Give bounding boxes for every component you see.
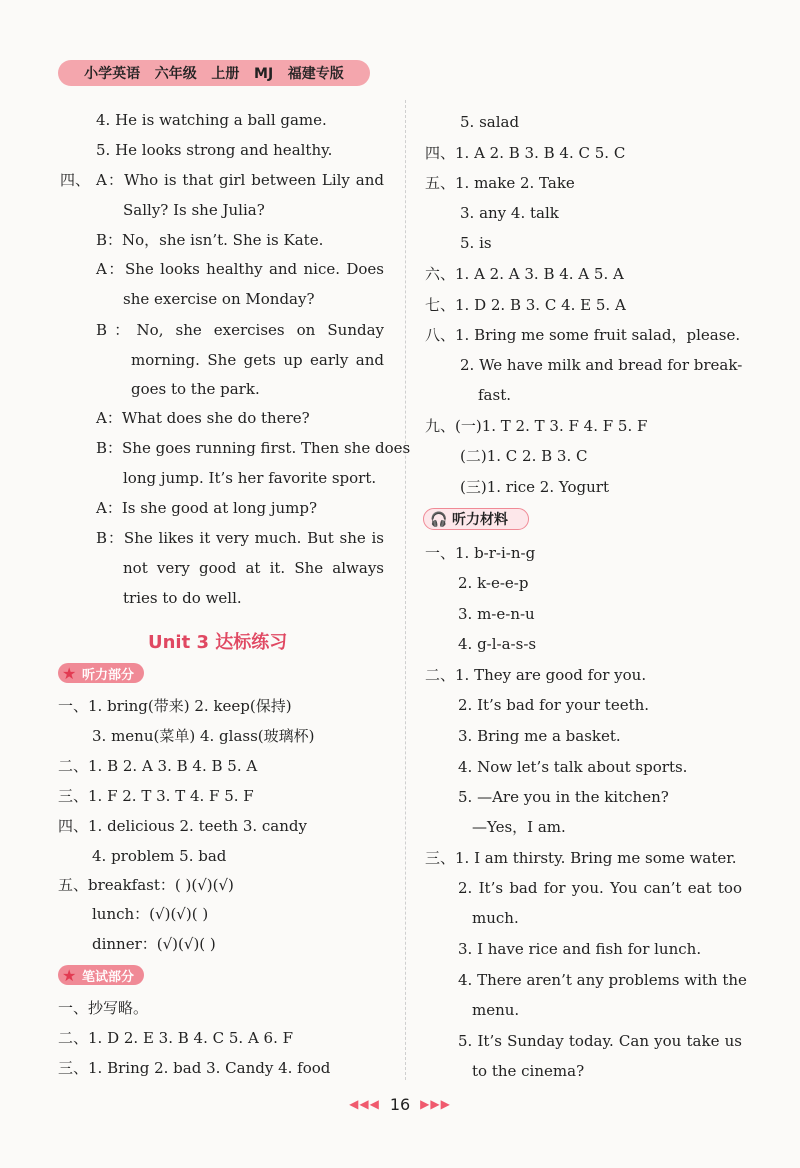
answer-line: 四、1. A 2. B 3. B 4. C 5. C [425, 144, 626, 162]
answer-line: lunch：(√)(√)( ) [92, 905, 209, 923]
dialogue-line: A：Is she good at long jump? [96, 499, 318, 517]
answer-line: dinner：(√)(√)( ) [92, 935, 216, 953]
dialogue-line: B：No, she exercises on Sunday [96, 321, 384, 339]
section-mark: 四、 [60, 171, 91, 189]
script-line: 3. m-e-n-u [458, 605, 535, 623]
script-line: 4. g-l-a-s-s [458, 635, 537, 653]
answer-line: 5. salad [460, 113, 520, 131]
answer-line: 2. We have milk and bread for break- [460, 356, 743, 374]
written-section-badge [58, 965, 144, 985]
script-line: 4. Now let’s talk about sports. [458, 758, 688, 776]
dialogue-line: B：She goes running first. Then she does [96, 439, 411, 457]
script-line: menu. [472, 1001, 520, 1019]
dialogue-line: tries to do well. [123, 589, 242, 607]
answer-line: 3. any 4. talk [460, 204, 559, 222]
answer-line: 三、1. Bring 2. bad 3. Candy 4. food [58, 1059, 331, 1077]
answer-line: 二、1. D 2. E 3. B 4. C 5. A 6. F [58, 1029, 294, 1047]
script-line: —Yes，I am. [472, 818, 566, 836]
answer-line: 一、1. bring(带来) 2. keep(保持) [58, 697, 292, 715]
script-line: 4. There aren’t any problems with the [458, 971, 747, 989]
dialogue-line: A：She looks healthy and nice. Does [96, 260, 384, 278]
dialogue-line: long jump. It’s her favorite sport. [123, 469, 377, 487]
dialogue-line: morning. She gets up early and [131, 351, 384, 369]
answer-line: 七、1. D 2. B 3. C 4. E 5. A [425, 296, 626, 314]
answer-line: (二)1. C 2. B 3. C [460, 447, 588, 465]
left-arrows-icon: ◀◀◀ [349, 1097, 380, 1111]
dialogue-line: not very good at it. She always [123, 559, 384, 577]
column-divider [405, 100, 406, 1080]
listening-section-badge [58, 663, 144, 683]
script-line: 2. It’s bad for you. You can’t eat too [458, 879, 742, 897]
dialogue-line: Sally? Is she Julia? [123, 201, 265, 219]
page-footer [0, 1092, 800, 1116]
answer-line: 3. menu(菜单) 4. glass(玻璃杯) [92, 727, 315, 745]
answer-line: 5. He looks strong and healthy. [96, 141, 333, 159]
answer-line: 八、1. Bring me some fruit salad，please. [425, 326, 741, 344]
answer-line: 4. He is watching a ball game. [96, 111, 327, 129]
headphones-icon: 🎧 [430, 512, 448, 528]
answer-line: fast. [478, 386, 511, 404]
answer-line: 五、breakfast：( )(√)(√) [58, 876, 234, 894]
header-title: 小学英语 六年级 上册 MJ 福建专版 [58, 60, 370, 86]
script-line: to the cinema? [472, 1062, 585, 1080]
badge-label: 听力部分 [82, 667, 135, 683]
answer-line: 四、1. delicious 2. teeth 3. candy [58, 817, 307, 835]
answer-line: 5. is [460, 234, 492, 252]
script-line: 三、1. I am thirsty. Bring me some water. [425, 849, 737, 867]
answer-line: 二、1. B 2. A 3. B 4. B 5. A [58, 757, 258, 775]
script-line: 3. I have rice and fish for lunch. [458, 940, 702, 958]
dialogue-line: she exercise on Monday? [123, 290, 315, 308]
dialogue-line: goes to the park. [131, 380, 260, 398]
star-icon: ★ [62, 966, 77, 985]
script-line: 5. —Are you in the kitchen? [458, 788, 669, 806]
script-line: 一、1. b-r-i-n-g [425, 544, 536, 562]
badge-label: 听力材料 [452, 512, 508, 528]
script-line: 2. It’s bad for your teeth. [458, 696, 650, 714]
script-line: 2. k-e-e-p [458, 574, 529, 592]
badge-label: 笔试部分 [82, 969, 135, 985]
script-line: much. [472, 909, 519, 927]
answer-line: (三)1. rice 2. Yogurt [460, 478, 609, 496]
dialogue-line: B：She likes it very much. But she is [96, 529, 384, 547]
answer-line: 一、抄写略。 [58, 999, 149, 1017]
unit-title: Unit 3 达标练习 [148, 632, 288, 653]
answer-line: 六、1. A 2. A 3. B 4. A 5. A [425, 265, 624, 283]
right-arrows-icon: ▶▶▶ [420, 1097, 451, 1111]
dialogue-line: A：Who is that girl between Lily and [96, 171, 384, 189]
answer-line: 九、(一)1. T 2. T 3. F 4. F 5. F [425, 417, 648, 435]
answer-line: 三、1. F 2. T 3. T 4. F 5. F [58, 787, 254, 805]
answer-line: 4. problem 5. bad [92, 847, 227, 865]
star-icon: ★ [62, 664, 77, 683]
listening-material-badge [423, 508, 529, 530]
page-number: 16 [389, 1094, 411, 1114]
script-line: 二、1. They are good for you. [425, 666, 647, 684]
dialogue-line: B：No，she isn’t. She is Kate. [96, 231, 324, 249]
dialogue-line: A：What does she do there? [96, 409, 310, 427]
answer-line: 五、1. make 2. Take [425, 174, 575, 192]
script-line: 3. Bring me a basket. [458, 727, 621, 745]
script-line: 5. It’s Sunday today. Can you take us [458, 1032, 742, 1050]
